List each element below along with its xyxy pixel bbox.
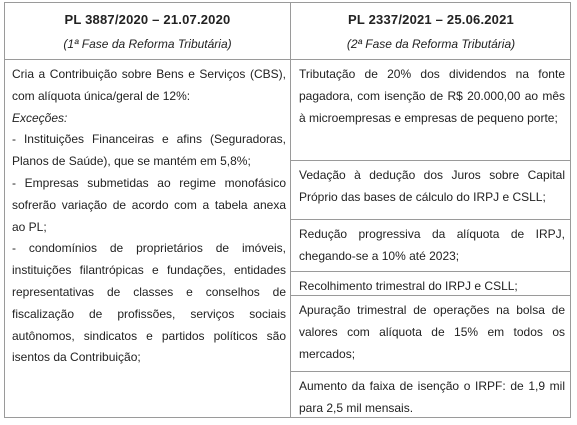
- column-subtitle-right: (2ª Fase da Reforma Tributária): [346, 37, 516, 51]
- column-header-left: [5, 3, 290, 60]
- exceptions-heading: Exceções:: [12, 110, 68, 125]
- column-title-left: PL 3887/2020 – 21.07.2020: [64, 12, 231, 27]
- table-row: Redução progressiva da alíquota de IRPJ, chegando-se a 10% até 2023;: [291, 220, 571, 272]
- column-subtitle-left: (1ª Fase da Reforma Tributária): [63, 37, 232, 51]
- comparison-table: [4, 2, 571, 418]
- column-header-right: [291, 3, 571, 60]
- exception-item: - Instituições Financeiras e afins (Seguradoras, Planos de Saúde), que se mantém em 5,8%;: [12, 132, 286, 169]
- column-title-right: PL 2337/2021 – 25.06.2021: [348, 12, 514, 27]
- column-body-left: [5, 60, 290, 369]
- table-row: Recolhimento trimestral do IRPJ e CSLL;: [291, 272, 571, 296]
- table-row: Vedação à dedução dos Juros sobre Capital Próprio das bases de cálculo do IRPJ e CSLL;: [291, 161, 571, 220]
- exception-item: - condomínios de proprietários de imóveis, instituições filantrópicas e fundações, entidades representativas de classes e conselhos de fiscalização de profissões, serviços sociais autônomos, sindicatos e partidos políticos são isentos da Contribuição;: [12, 241, 286, 365]
- table-row: Apuração trimestral de operações na bolsa de valores com alíquota de 15% em todos os mercados;: [291, 296, 571, 372]
- cbs-intro-text: Cria a Contribuição sobre Bens e Serviços (CBS), com alíquota única/geral de 12%:: [12, 67, 286, 103]
- exception-item: - Empresas submetidas ao regime monofásico sofrerão variação de acordo com a tabela anexa ao PL;: [12, 175, 286, 234]
- column-pl-3887: [5, 3, 290, 417]
- table-row: Tributação de 20% dos dividendos na fonte pagadora, com isenção de R$ 20.000,00 ao mês à microempresas e empresas de pequeno porte;: [291, 60, 571, 161]
- column-pl-2337: [290, 3, 571, 417]
- table-row: Aumento da faixa de isenção o IRPF: de 1,9 mil para 2,5 mil mensais.: [299, 379, 565, 415]
